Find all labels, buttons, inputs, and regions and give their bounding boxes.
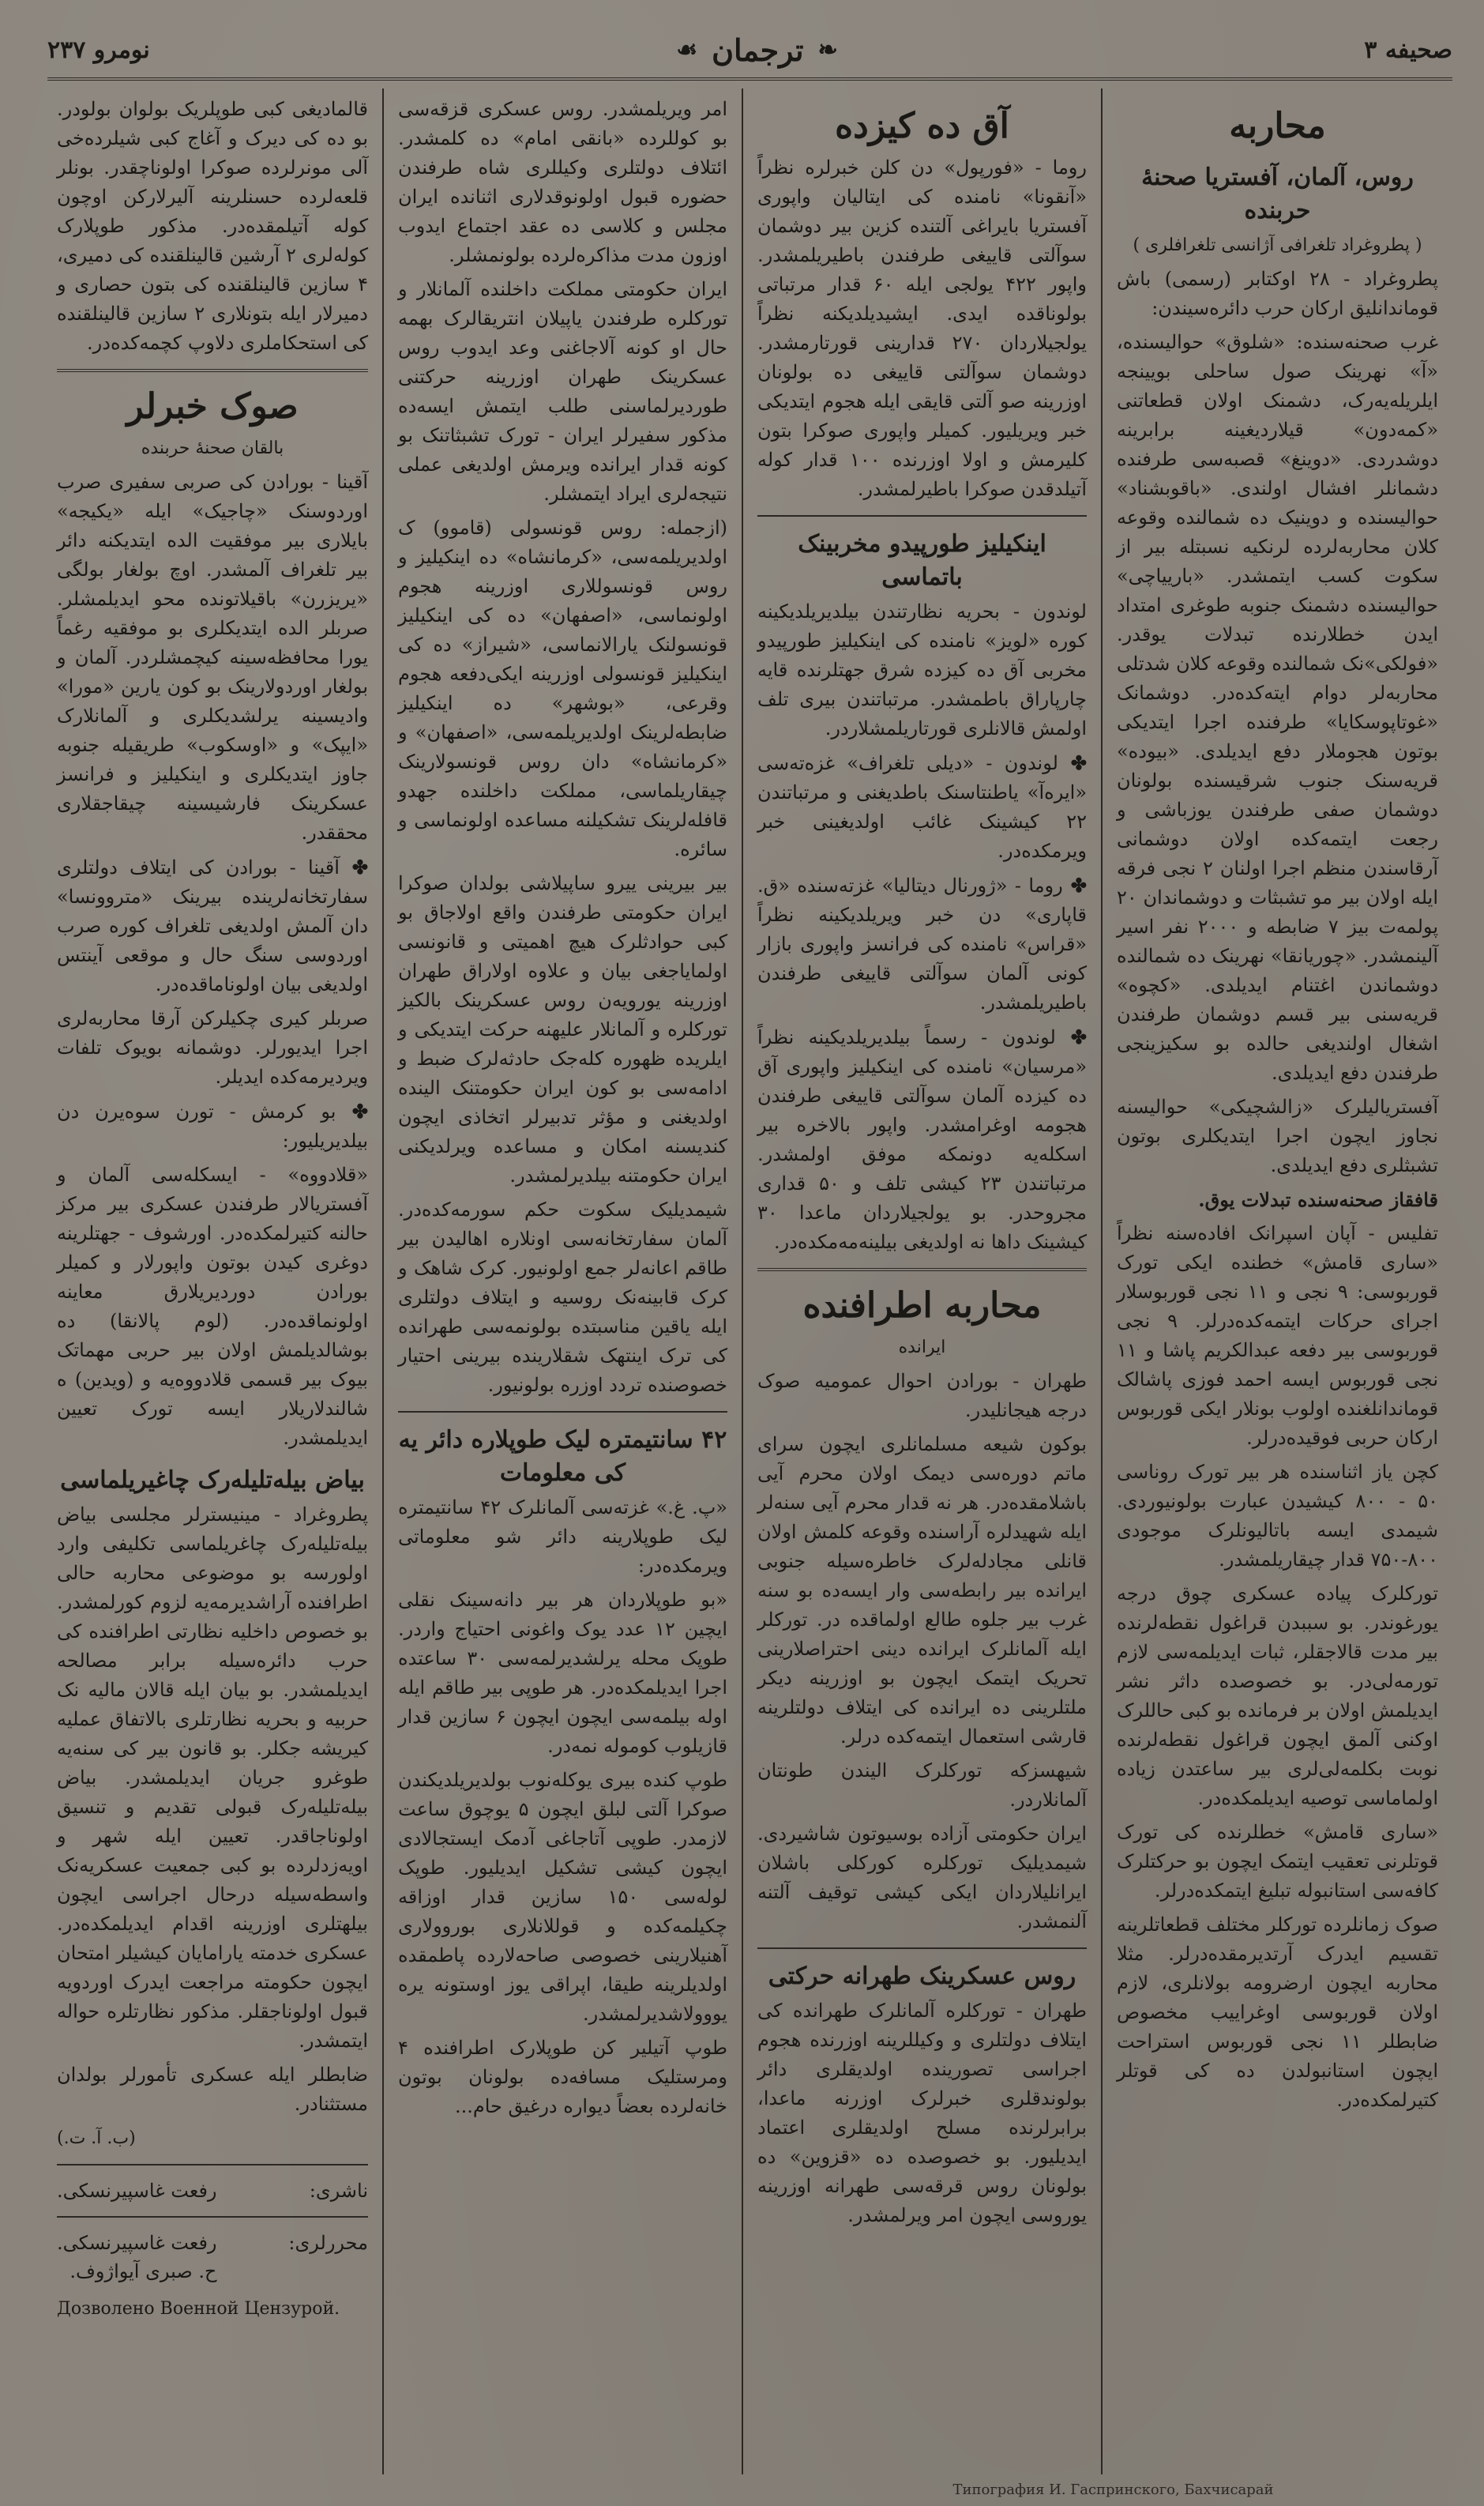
paragraph: صوک زمانلرده تورکلر مختلف قطعاتلرینه تقسیم ایدرک آرتدیرمقده‌درلر. مثلا محاربه ایچون ارضرومه بولانلری، لازم اولان قوربوسی اوغراییب مخصوص ضابطلر ۱۱ نجی قوربوس استراحت ایچون استانبولدن ده کی قوتلر کتیرلمکده‌در. bbox=[1117, 1913, 1438, 2111]
paragraph: «پ. غ.» غزته‌سی آلمانلرک ۴۲ سانتیمتره لیک طوپلارینه دائر شو معلوماتی ویرمکده‌در: bbox=[398, 1496, 727, 1577]
column-sea-news bbox=[742, 88, 1101, 2474]
bullet-icon: ✤ bbox=[1058, 751, 1088, 774]
paragraph: بوکون شیعه مسلمانلری ایچون سرای ماتم دوره‌سی دیمک اولان محرم آیی باشلامقده‌در. هر نه قدار محرم آیی سنه‌لر ایله شهیدلره آراسنده وقوعه کلمش اولان قانلی مجادله‌لرک خاطره‌سیله جنوبی ایرانده بیر رابطه‌سی وار ایسه‌ده بو سنه غرب بیر جلوه طالع اولماقده در. تورکلر ایله آلمانلرک ایرانده دینی احتراصلارینی تحریک ایتمک ایچون بو اوزرینه دیکر ملتلرینی ده ایرانده کی ایتلاف دولتلرینه قارشی استعمال ایتمه‌کده درلر. bbox=[757, 1433, 1087, 1748]
paragraph: صربلر کیری چکیلرکن آرقا محاربه‌لری اجرا ایدیورلر. دوشمانه بویوک تلفات ویردیرمه‌کده ایدیلر. bbox=[57, 1007, 368, 1088]
paragraph: ایران حکومتی آزاده بوسیوتون شاشیردی. شیمدیلیک تورکلره کورکلی باشلان ایرانلیلاردان ایکی کیشی توقیف آلتنه آلنمشدر. bbox=[757, 1823, 1087, 1932]
paragraph: قالمادیغی کبی طوپلریک بولوان بولودر. بو ده کی دیرک و آغاج کبی شیلرده‌خی آلی مونرلرده‌ صوکرا اولوناچقدر. بونلر قلعه‌لرده حسنلرینه‌ آلیرلارکن اوچون کوله آتیلمقده‌در. مذکور طوپلارک کوله‌لری ۲ آرشین قالینلقنده کی دمیری، ۴ سازین قالینلقنده کی بتون حصاری و دمیرلار ایله بتونلاری ۲ سازین قالینلقنده کی استحکاملری دلاوپ کچمه‌کده‌در. bbox=[57, 98, 368, 354]
paragraph: ایران حکومتی مملکت داخلنده آلمانلار و تورکلره طرفندن یاپیلان انتریقالرک بهمه حال او کونه آلاجاغنی وعد ایدوب روس عسکرینک طهران اوزرینه حرکتنی طوردیرلماسنی طلب ایتمش ایسه‌ده مذکور سفیرلر ایران - تورک تشبثاتنک بو کونه قدار ایرانده ویرمش اولدیغی عملی نتیجه‌لری ایراد ایتمشلر. bbox=[398, 278, 727, 505]
paragraph: «ساری قامش» خطلرنده کی تورک قوتلرنی تعقیب ایتمک ایچون بو حرکتلرک کافه‌سی استانبوله تبلیغ ایتمکده‌درلر. bbox=[1117, 1821, 1438, 1902]
paragraph: ✤ لوندون - «دیلی تلغراف» غزه‌ته‌سی «ایره‌آ» یاطنتاسنک باطدیغنی و مرتباتندن ۲۲ کیشینک غائب اولدیغینی خبر ویرمکده‌در. bbox=[757, 751, 1088, 862]
paragraph: آقینا - بورادن کی صربی سفیری صرب اوردوسنک «چاجیک» ایله «یکیجه» بایلاری بیر موفقیت الده ایتدیکنه دائر بیر تلغراف آلمشدر. اوچ بولغار بولگی «یریزرن» باقیلاتونده محو ایدیلمشلر. صربلر الده ایتدیکلری بو موفقیه رغماً یورا محافظه‌سینه کیچمشلردر. آلمان و بولغار اوردولارینک بو کون یارین «مورا» وادیسینه یرلشدیکلری و آلمانلارک «ایپک» و «اوسکوب» طریقیله جنوبه‌ جاوز ایتدیکلری و اینکیلیز و فرانسز عسکرینک فارشیسینه چیقاجقلاری محققدر. bbox=[57, 471, 368, 844]
paragraph: غرب صحنه‌سنده: «شلوق» حوالیسنده، «آ» نهرینک صول ساحلی بویینجه ایلریله‌یه‌رک، دشمنک اولان قطعاتنی «کمه‌دون» قیلاردیغینه برابرینه دوشدردی. «دوینغ» قصبه‌سی طرفنده دشمانلر افشال اولندی. «باقوبشناد» حوالیسنده و دوینیک ده شمالنده وقوعه کلان محاربه‌لرده لرنکیه نسبتله بیر از سکوت کسب ایتمشدر. «بارییاچی» حوالیسنده دشمنک جنوبه طوغری امتداد ایدن خطلارنده تبدلات یوقدر. «فولکی»نک شمالنده وقوعه کلان شدتلی محاربه‌لر دوام ایته‌کده‌در. دوشمانک «غوتاپوسکایا» طرفنده اجرا ایتدیکی بوتون هجوملار دفع ایدیلدی. «بیوده» قریه‌سنک جنوب شرقیسنده بولونان دوشمان صفی طرفندن یوزباشی و رجعت ایتمه‌کده اولان دوشمانی آرقاسندن منظم اجرا اولنان ۲ نجی فرقه ایله اولان بیر مو تشبثات و دوشماندان ۲۰ پولمه‌ت بیز ۷ ضابطه و ۲۰۰۰ نفر اسیر آلینمشدر. «چوریانقا» نهرینک ده شمالنده دوشماندن اغتنام ایدیلدی. «کچوه» قریه‌سنی بیر قسم دوشمان طرفندن اشغال اولندیغی حالده بو سکیزینجی طرفندن دفع ایدیلدی. bbox=[1117, 331, 1438, 1084]
section-heading-42cm-guns: ۴۲ سانتیمتره‌ لیک طوپلاره دائر یه کی معلومات bbox=[398, 1426, 727, 1487]
paragraph: ✤ بو کرمش - تورن سوه‌یرن دن بیلدیریلیور: bbox=[57, 1100, 368, 1152]
paragraph: شیمدیلیک سکوت حکم سورمه‌کده‌در. آلمان سفارتخانه‌سی اونلاره اهالیدن بیر طاقم اعانه‌لر جمع اولونیور. کرک شاهک و کرک قابینه‌نک روسیه و ایتلاف دولتلری ایله یاقین مناسبتده بولونمه‌سی طهرانده کی ترک اینتهک شقلارینده بیرینی احتیار خصوصنده تردد اوزره بولونیور. bbox=[398, 1198, 727, 1396]
section-heading-around-war: محاربه اطرافنده bbox=[802, 1285, 1042, 1326]
editors-label: محررلری: bbox=[288, 2232, 368, 2254]
section-subheading-fronts: روس، آلمان، آفستریا صحنهٔ حربنده bbox=[1141, 164, 1414, 224]
paragraph: «قلادووه» - ایسکله‌سی آلمان و آفستریالار طرفندن عسکری بیر مرکز حالنه کتیرلمکده‌در. اورشوف - جهتلرینه دوغری کیدن بوتون واپورلار و کمیلر بورادن دوردیریلارق معاینه اولونماقده‌در. (لوم پالانقا) ده بوشالدیلمش اولان بیر حربی مهماتک بیوک بیر قسمی قلادووه‌یه و (ویدین) ه شالندلاریلار ایسه تورک تعیین ایدیلمشدر. bbox=[57, 1164, 368, 1449]
section-heading-latest: صوک خبرلر bbox=[126, 386, 299, 427]
section-heading-war: محاربه bbox=[1229, 106, 1326, 146]
dateline-balkans: بالقان صحنهٔ حربنده bbox=[141, 438, 284, 458]
column-war-news bbox=[1101, 88, 1452, 2474]
divider bbox=[757, 515, 1087, 517]
fleuron-icon: ❧ bbox=[817, 36, 838, 64]
paragraph: پطروغراد - مینیسترلر مجلسی بیاض بیله‌تلیله‌رک چاغریلماسی تکلیفی وارد اولورسه بو موضوعی محاربه حالی اطرافنده آراشدیرمه‌یه لزوم کورلمشدر. بو خصوص داخلیه نظارتی اطرافنده کی حرب دائره‌سیله برابر مصالحه ایدیلمشدر. بو بیان ایله قالان مالیه‌ نک حربیه و بحریه نظارتلری بالاتفاق عملیه کیریشه جکلر. بو قانون بیر کی سنه‌یه طوغرو جریان ایدیلمشدر. بیاض بیله‌تلیله‌رک قبولی تقدیم و تنسیق اولوناجاقدر. تعیین ایله شهر و اویه‌زدلرده بو کبی جمعیت عسکریه‌نک واسطه‌سیله درحال اجراسی ایچون بیلهتلری اوزرینه اقدام ایدیلمکده‌در. عسکری خدمته یارامایان کیشیلر امتحان ایچون حکومته مراجعت ایدرک اوردویه قبول اولوناجقلر. مذکور نظارتلره حواله ایتمشدر. bbox=[57, 1503, 368, 2052]
bullet-icon: ✤ bbox=[339, 856, 368, 879]
bullet-icon: ✤ bbox=[336, 1100, 368, 1123]
divider bbox=[757, 1268, 1087, 1271]
paragraph: تفلیس - آپان اسپرانک افاده‌سنه نظراً «ساری قامش» خطنده ایکی تورک قوربوسی: ۹ نجی و ۱۱ نجی قوربوسلار اجرای حرکات ایتمه‌کده‌درلر. ۹ نجی قوربوسی بیر دفعه عبدالکریم پاشا و ۱۱ نجی قوربوس ایسه احمد فوزی پاشالک قوماندانلغنده اولوب بونلار ایکی قوربوس ارکان حربی فوقیده‌درلر. bbox=[1117, 1222, 1438, 1449]
editors-names bbox=[57, 2229, 217, 2286]
issue-number: نومرو ۲۳۷ bbox=[47, 36, 150, 64]
column-iran-continued bbox=[382, 88, 742, 2474]
divider bbox=[57, 2216, 368, 2218]
column-latest-news bbox=[43, 88, 382, 2474]
section-heading-russian-advance: روس عسکرینک طهرانه حرکتی bbox=[768, 1962, 1076, 1990]
paragraph: تورکلرک پیاده عسکری چوق درجه یورغوندر. بو سببدن قراغول نقطه‌لرنده بیر مدت قالاجقلر، ثبات ایدیلمه‌سی لازم تورمه‌لی‌در. بو خصوصده داثر نشر ایدیلمش اولان بر فرمانده بو کبی حاللرک اوکنی آلمق ایچون قراغول نقطه‌لرنده نوبت بکلمه‌لی‌لری بیر ساعتدن زیاده اولماماسی توصیه ایدیلمکده‌در. bbox=[1117, 1582, 1438, 1809]
caucasus-heading: قافقاز صحنه‌سنده تبدلات یوق. bbox=[1198, 1188, 1438, 1211]
paragraph: کچن یاز اثناسنده هر بیر تورک رونا‌سی ۵۰ - ۸۰۰ کیشیدن عبارت بولونیوردی. شیمدی ایسه باتالیونلرک موجودی ۸۰۰-۷۵۰ قدار چیقاریلمشدر. bbox=[1117, 1461, 1438, 1571]
editor-name: رفعت غاسپیرنسکی. bbox=[57, 2232, 217, 2254]
paragraph: (ازجمله: روس قونسولی (قاموو) ک اولدیریلمه‌سی، «کرمانشاه» ده اینکیلیز و روس قونسوللاری اوزرینه هجوم اولونماسی، «اصفهان» ده کی اینکیلیز قونسولنک یارالانماسی، «شیراز» ده کی اینکیلیز قونسولی اوزرینه ایکی‌دفعه هجوم وقرعی، «بوشهر» ده اینکیلیز ضابطه‌لرینک اولدیریلمه‌سی، «اصفهان» و «کرمانشاه» دان روس قونسولارینک چیقاریلماسی، مملکت داخلنده جهدو قافله‌لرینک تشکیلنه مساعده اولونماسی و سائره. bbox=[398, 517, 727, 860]
editors-row bbox=[57, 2229, 368, 2286]
paragraph: امر ویریلمشدر. روس عسکری قزقه‌سی بو کوللرده «بانقی امام» ده کلمشدر. ائتلاف دولتلری وکیللری شاه طرفندن حضوره قبول اولونوقدلاری اثنانده ایران مجلس و کلاسی ده عقد اجتماع ایدوب اوزون مدت مذاکره‌لرده بولونمشلر. bbox=[398, 98, 727, 266]
page-number: صحیفه ۳ bbox=[1364, 36, 1452, 64]
paragraph: طوپ کنده بیری یوکله‌نوب بولدیریلدیکندن صوکرا آلتی لبلق ایچون ۵ یوچوق ساعت لازمدر. طوپی آتاجاغی آدمک ایستجالادی‌ ایچون کیشی تشکیل ایدیلیور. طوپک لوله‌سی ۱۵۰ سازین قدار اوزاقه چکیلمه‌کده و قوللانلاری بوروولاری آهنیلارینی خصوصی صاحه‌لارده پاطمقده اولدیلرینه طیقا، اپراقی یوز اوستونه یره یووولاشدیرلمشدر. bbox=[398, 1769, 727, 2025]
paragraph: لوندون - بحریه نظارتندن بیلدیریلدیکینه کوره «لویز» نامنده کی اینکیلیز طورپیدو مخربی آق ده کیزده شرق جهتلرنده قایه چارپاراق باطمشدر. مرتباتندن بیری تلف اولمش قالانلری قورتاریلمشلاردر. bbox=[757, 600, 1087, 739]
paragraph: طوپ آتیلیر کن طوپلارک اطرافنده ۴ ومرستلیک مسافه‌ده بولونان بوتون خانه‌لرده بعضاً دیواره درغیق حام... bbox=[398, 2037, 727, 2117]
divider bbox=[757, 1947, 1087, 1949]
publisher-label: ناشری: bbox=[309, 2180, 368, 2202]
paragraph: ✤ روما - «ژورنال دیتالیا» غزته‌سنده «ق. قاپاری» دن خبر ویریلدیکینه نظراً «قراس» نامنده کی فرانسز واپوری بازار کونی آلمان سوآلتی قاییغی طرفندن باطیریلمشدر. bbox=[757, 874, 1087, 1014]
fleuron-icon: ☙ bbox=[676, 36, 698, 64]
paragraph: طهران - بورادن احوال عمومیه صوک درجه هیجانلیدر. bbox=[757, 1370, 1087, 1421]
bullet-icon: ✤ bbox=[1062, 874, 1087, 897]
paragraph: طهران - تورکلره آلمانلرک طهرانده کی ایتلاف دولتلری و وکیللرینه اوزرنده هجوم اجراسی تصورینده اولدیقلری دائر بولوندقلری خبرلرک اوزرنه ماعدا، برابرلرنده مسلح اولدیقلری اعتماد ایدیلیور. بو خصوصده ده «قزوین» ده بولونان روس قرقه‌سی طهرانه اوزرینه یوروسی ایچون امر ویرلمشدر. bbox=[757, 2000, 1087, 2226]
section-heading-white-tickets: بیاض بیله‌تلیله‌رک چاغیریلماسی bbox=[60, 1466, 365, 1494]
printer-imprint: Типография И. Гаспринского, Бахчисарай bbox=[952, 2482, 1274, 2498]
section-heading-destroyer: اینکیلیز طورپیدو مخربینک باتماسی bbox=[798, 530, 1046, 591]
columns bbox=[47, 88, 1452, 2474]
paragraph: ✤ آقینا - بورادن کی ایتلاف دولتلری سفارتخانه‌لرینده بیرینک «متروونسا» دان آلمش اولدیغی تلغراف کوره صرب اوردوسی سنگ حال و موقعی آینتس اولدیغی بیان اولوناماقده‌در. bbox=[57, 856, 368, 995]
publication-credits bbox=[57, 2177, 368, 2324]
paragraph: «بو طوپلاردان هر بیر دانه‌سینک نقلی ایچین ۱۲ عدد یوک واغونی احتیاج وار‌در. طوپک محله یرلشدیرلمه‌سی ۳۰ ساعتده اجرا ایدیلمکده‌در. هر طوپی بیر طاقم ایله اوله بیلمه‌سی ایچون ایچون ۶ سازین قدار قازیلوب کوموله‌ نمه‌در. bbox=[398, 1589, 728, 1757]
paragraph: ضابطلر ایله عسکری تأمورلر بولدان مستثنادر. bbox=[57, 2064, 368, 2115]
paragraph: پطروغراد - ۲۸ اوکتابر (رسمی) باش قوماندانلیق ارکان حرب دائره‌سیندن: bbox=[1117, 268, 1439, 319]
publisher-name: رفعت غاسپیرنسکی. bbox=[57, 2180, 217, 2202]
agency-signature: (ب. آ. ت.) bbox=[57, 2128, 136, 2148]
section-heading-mediterranean: آق ده کیزده bbox=[835, 106, 1009, 146]
paragraph: روما - «فورپول» دن کلن خبرلره نظراً «آنقونا» نامنده کی ایتالیان واپوری آفستریا بایراغی آلتنده کزین بیر دوشمان سوآلتی قاییغی طرفندن باطیریلمشدر. واپور ۴۲۲ یولجی ایله ۶۰ قدار مرتباتی بولوناقده ایدی. ایشیدیلدیکنه نظراً یولجیلاردان ۲۷۰ قدارینی قورتارمشدر. دوشمان سوآلتی قاییغی ده بولونان اوزرینه صو آلتی قایقی ایله هجوم ایتدیکی خبر ویریلیور. کمیلر واپوری صوکرا بتون کلیرمش و اولا اوزرنده ۱۰۰ قدار کوله آتیلدقدن صوکرا باطیرلمشدر. bbox=[757, 156, 1087, 500]
masthead bbox=[47, 22, 1452, 81]
dateline-iran: ایرانده bbox=[898, 1338, 946, 1357]
censor-note: Дозволено Военной Цензурой. bbox=[57, 2299, 340, 2319]
paragraph: بیر بیرینی ییرو ساپیلاشی بولدان صوکرا ایران حکومتی طرفندن واقع اولاجاق بو کبی حوادثلرک هیچ اهمیتی و قانونسی اولمایاجغی بیان و علاوه اولاراق طهران اوزرینه یورویه‌ن روس عسکرینک بالکیز تورکلره و آلمانلار علیهنه حرکت ایتدیکی و ایلریده ظهوره کله‌جک حادثه‌لرک ضبط و ادامه‌سی بو کون ایران حکومتنک الینده اولدیغنی و مؤثر تدبیرلر اتخاذی ایچون کندیسنه امکان و مساعده ویرلدیکنی ایران حکومتنه بیلدیرلمشدر. bbox=[398, 872, 727, 1187]
bullet-icon: ✤ bbox=[1055, 1025, 1088, 1048]
paragraph: شیهسزکه تورکلرک الیندن طونتان آلمانلاردر. bbox=[757, 1759, 1087, 1811]
publisher-row bbox=[57, 2177, 368, 2205]
editor-name: ح. صبری آیواژوف. bbox=[70, 2260, 217, 2282]
divider bbox=[57, 2164, 368, 2165]
paragraph: ✤ لوندون - رسماً بیلدیریلدیکینه نظراً «مرسیان» نامنده کی اینکیلیز واپوری آق ده کیزده آلمان سوآلتی قاییغی طرفندن هجومه اوغرامشدر. واپور بالاخره بیر اسکله‌یه دونمکه موفق اولمشدر. مرتباتندن ۲۳ کیشی تلف و ۵۰ قداری مجروحدر. بو یولجیلاردان ماعدا ۳۰ کیشینک داها نه اولدیغی بیلینه‌مه‌مکده‌در. bbox=[757, 1025, 1088, 1253]
paragraph: آفستریالیلرک «زالشچیکی» حوالیسنه نجاوز ایچون اجرا ایتدیکلری بوتون تشبثلری دفع ایدیلدی. bbox=[1117, 1096, 1438, 1176]
newspaper-title: ترجمان bbox=[712, 32, 804, 68]
divider bbox=[57, 369, 368, 372]
divider bbox=[398, 1411, 727, 1413]
newspaper-title-block bbox=[676, 32, 838, 68]
source-note: ( پطروغراد تلغرافی آژانسی تلغرافلری ) bbox=[1133, 235, 1422, 255]
